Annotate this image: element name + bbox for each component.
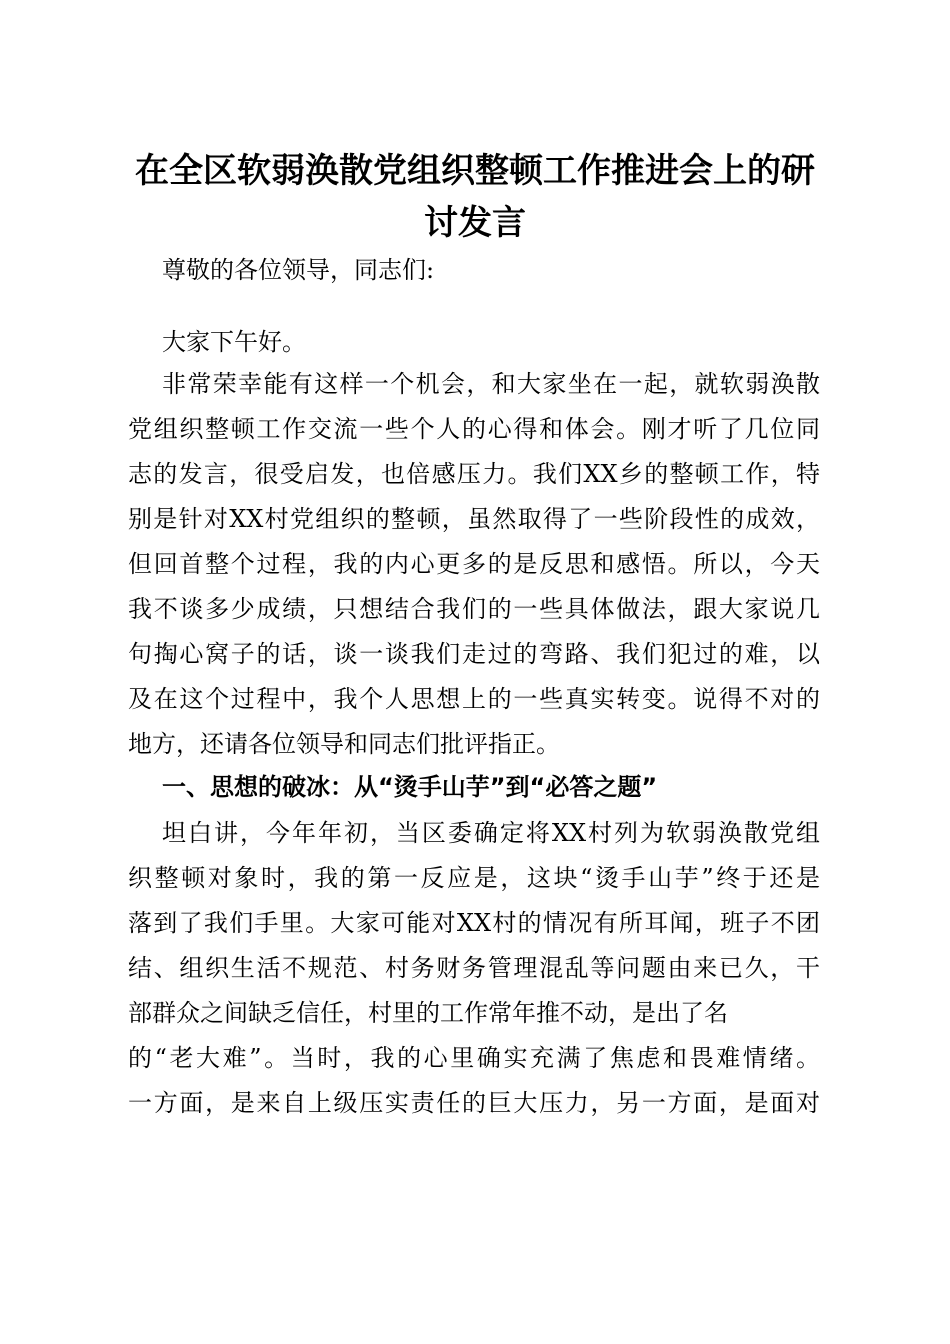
document-title-line-2: 讨发言	[424, 203, 526, 243]
paragraph-2-line-3: 落到了我们手里。大家可能对XX村的情况有所耳闻，班子不团	[128, 909, 820, 937]
paragraph-2-line-6: 的“老大难”。当时，我的心里确实充满了焦虑和畏难情绪。	[128, 1044, 820, 1072]
salutation: 尊敬的各位领导，同志们:	[162, 256, 435, 284]
paragraph-1-line-6: 我不谈多少成绩，只想结合我们的一些具体做法，跟大家说几	[128, 595, 820, 623]
paragraph-2-line-7: 一方面，是来自上级压实责任的巨大压力，另一方面，是面对	[128, 1089, 820, 1117]
paragraph-1-line-7: 句掏心窝子的话，谈一谈我们走过的弯路、我们犯过的难，以	[128, 640, 820, 668]
paragraph-1-line-3: 志的发言，很受启发，也倍感压力。我们XX乡的整顿工作，特	[128, 460, 820, 488]
paragraph-1-line-8: 及在这个过程中，我个人思想上的一些真实转变。说得不对的	[128, 685, 820, 713]
paragraph-2-line-1: 坦白讲，今年年初，当区委确定将XX村列为软弱涣散党组	[162, 819, 820, 847]
paragraph-1-line-1: 非常荣幸能有这样一个机会，和大家坐在一起，就软弱涣散	[162, 370, 820, 398]
section-heading-1: 一、思想的破冰：从“烫手山芋”到“必答之题”	[162, 773, 658, 801]
greeting: 大家下午好。	[162, 328, 306, 356]
paragraph-1-line-5: 但回首整个过程，我的内心更多的是反思和感悟。所以，今天	[128, 550, 820, 578]
paragraph-2-line-2: 织整顿对象时，我的第一反应是，这块“烫手山芋”终于还是	[128, 864, 820, 892]
paragraph-1-line-9: 地方，还请各位领导和同志们批评指正。	[128, 730, 560, 758]
paragraph-1-line-2: 党组织整顿工作交流一些个人的心得和体会。刚才听了几位同	[128, 415, 820, 443]
paragraph-1-line-4: 别是针对XX村党组织的整顿，虽然取得了一些阶段性的成效，	[128, 505, 820, 533]
paragraph-2-line-5: 部群众之间缺乏信任，村里的工作常年推不动，是出了名	[128, 999, 728, 1027]
paragraph-2-line-4: 结、组织生活不规范、村务财务管理混乱等问题由来已久，干	[128, 954, 820, 982]
document-title-line-1: 在全区软弱涣散党组织整顿工作推进会上的研	[135, 151, 815, 191]
